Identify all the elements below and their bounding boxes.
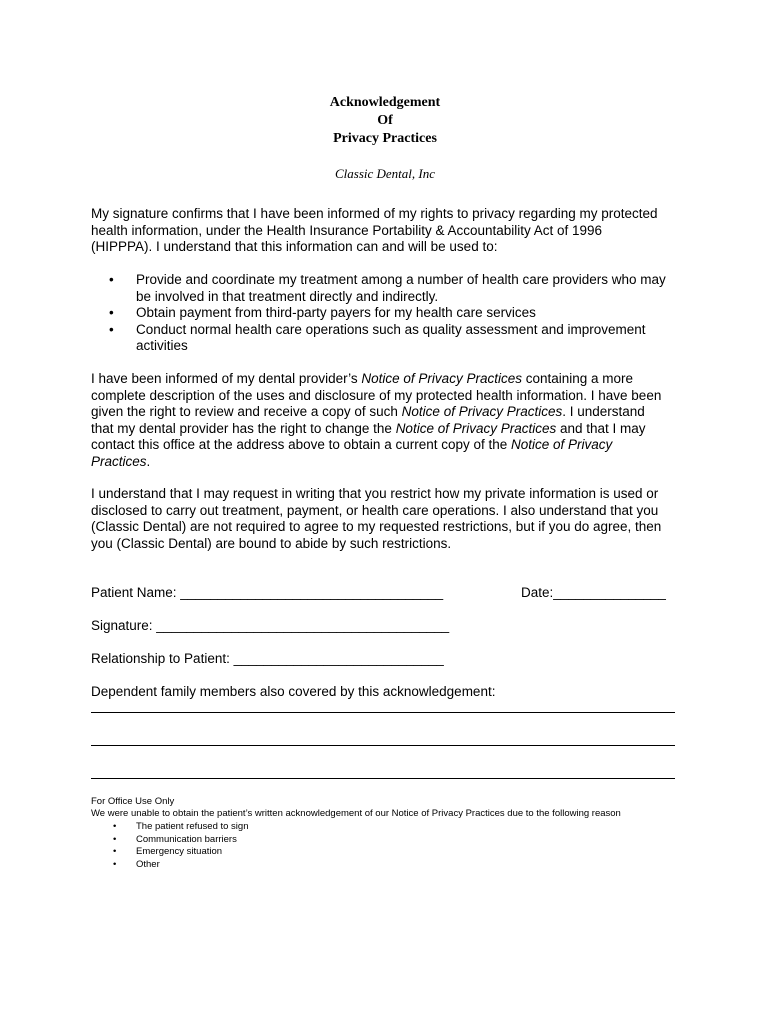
- list-item: • Obtain payment from third-party payers for my health care services: [109, 305, 536, 320]
- dependent-line-3[interactable]: [91, 778, 675, 779]
- dependents-label: Dependent family members also covered by this acknowledgement:: [91, 684, 496, 699]
- intro-line: My signature confirms that I have been informed of my rights to privacy regarding my protected: [91, 206, 658, 221]
- practice-name: Classic Dental, Inc: [334, 166, 435, 181]
- notice-paragraph: I have been informed of my dental provider’s Notice of Privacy Practices containing a more complete description of the uses and disclosure of my protected health information. I have been given the right to review and receive a copy of such Notice of Privacy Practices. I understand that my dental provider has the right to change the Notice of Privacy Practices and that I may contact this office at the address above to obtain a current copy of the Notice of Privacy Practices.: [91, 371, 662, 469]
- intro-line: (HIPPPA). I understand that this information can and will be used to:: [91, 239, 498, 254]
- list-item: • Other: [113, 858, 160, 870]
- list-item: • The patient refused to sign: [113, 821, 249, 832]
- restriction-paragraph: I understand that I may request in writing that you restrict how my private information is used or disclosed to carry out treatment, payment, or health care operations. I also understand that you (Classic Dental) are not required to agree to my requested restrictions, but if you do agree, then you (Classic Dental) are bound to abide by such restrictions.: [91, 486, 662, 551]
- office-use-statement: We were unable to obtain the patient’s written acknowledgement of our Notice of Privacy Practices due to the following reason: [91, 808, 621, 819]
- bullet-icon: •: [109, 305, 114, 320]
- title-line-1: Acknowledgement: [329, 95, 441, 110]
- dependent-line-1[interactable]: [91, 712, 675, 713]
- signature-field[interactable]: Signature: _______________________________________: [91, 618, 450, 633]
- list-item: • Provide and coordinate my treatment among a number of health care providers who may be involved in that treatment directly and indirectly.: [109, 272, 666, 304]
- dependent-line-2[interactable]: [91, 745, 675, 746]
- notice-title: Practices: [91, 453, 147, 469]
- bullet-icon: •: [113, 821, 117, 832]
- list-item: • Conduct normal health care operations such as quality assessment and improvement activities: [109, 321, 646, 353]
- relationship-field[interactable]: Relationship to Patient: ____________________________: [91, 651, 444, 666]
- office-reasons-list: [91, 821, 249, 871]
- patient-name-field[interactable]: Patient Name: ___________________________________: [91, 585, 444, 600]
- bullet-icon: •: [109, 272, 114, 287]
- intro-line: health information, under the Health Insurance Portability & Accountability Act of 1996: [91, 222, 603, 238]
- bullet-icon: •: [109, 321, 114, 337]
- notice-title: Notice of Privacy: [511, 437, 613, 452]
- list-item: • Emergency situation: [113, 846, 223, 857]
- title-line-2: Of: [377, 113, 393, 128]
- bullet-icon: •: [113, 858, 117, 870]
- notice-title: Notice of Privacy Practices: [395, 420, 557, 436]
- bullet-icon: •: [113, 833, 117, 845]
- notice-title: Notice of Privacy Practices: [401, 404, 563, 419]
- intro-paragraph: [91, 206, 691, 256]
- notice-title: Notice of Privacy Practices: [361, 371, 522, 386]
- title-line-3: Privacy Practices: [333, 131, 437, 146]
- uses-list: [91, 272, 691, 355]
- office-use-heading: For Office Use Only: [91, 796, 175, 807]
- list-item: • Communication barriers: [113, 833, 237, 845]
- bullet-icon: •: [113, 846, 117, 857]
- date-field[interactable]: Date:_______________: [521, 585, 666, 600]
